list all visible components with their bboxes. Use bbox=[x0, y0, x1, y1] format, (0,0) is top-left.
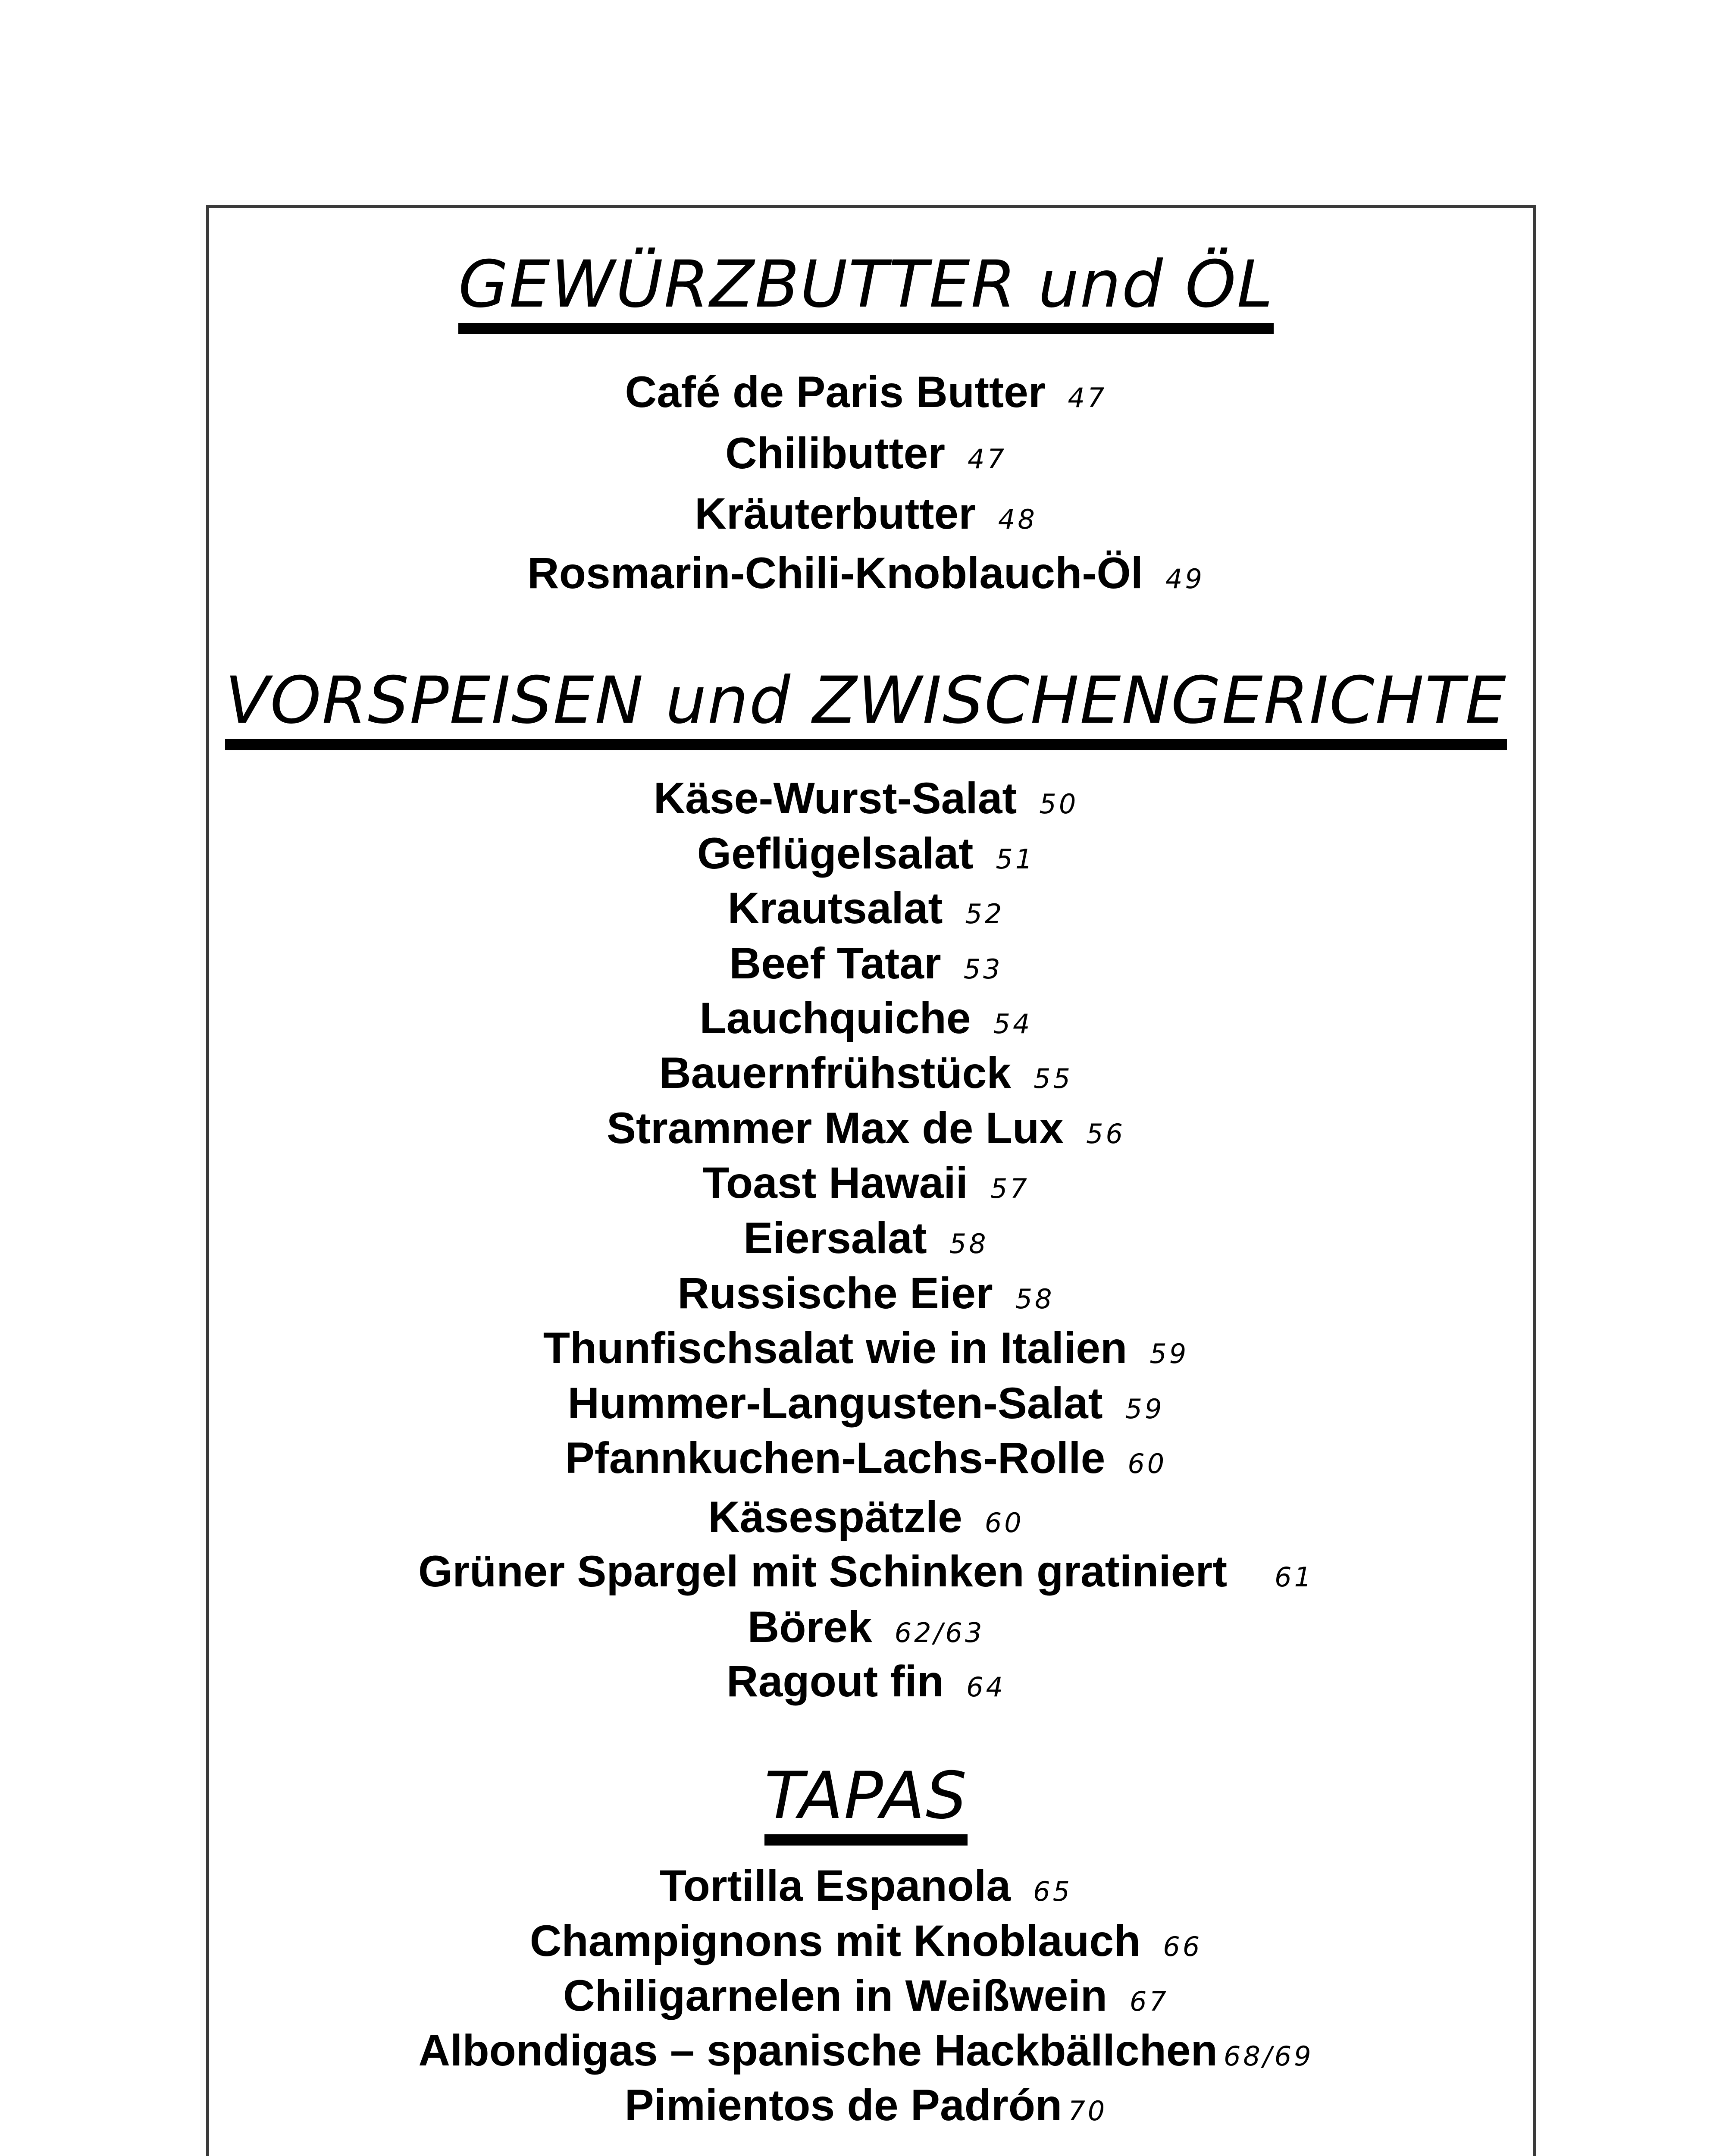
menu-item-page: 59 bbox=[1125, 1393, 1165, 1425]
menu-item bbox=[0, 1916, 1732, 1965]
menu-item-name: Champignons mit Knoblauch bbox=[529, 1916, 1141, 1965]
menu-item-page: 61 bbox=[1275, 1561, 1314, 1593]
menu-item bbox=[0, 1048, 1732, 1097]
menu-item bbox=[0, 1158, 1732, 1207]
menu-item-page: 60 bbox=[984, 1507, 1024, 1539]
menu-item-page: 52 bbox=[965, 898, 1005, 930]
menu-item bbox=[0, 1602, 1732, 1651]
menu-item-page: 55 bbox=[1034, 1063, 1073, 1094]
section-title-text: VORSPEISEN und ZWISCHENGERICHTE bbox=[225, 668, 1507, 750]
menu-item bbox=[0, 1971, 1732, 2020]
menu-item bbox=[0, 993, 1732, 1043]
menu-item-page: 54 bbox=[993, 1008, 1033, 1040]
menu-item-name: Geflügelsalat bbox=[697, 829, 974, 878]
menu-item-name: Pfannkuchen-Lachs-Rolle bbox=[565, 1433, 1106, 1482]
menu-item-page: 47 bbox=[968, 443, 1007, 475]
menu-item bbox=[0, 489, 1732, 538]
menu-item-page: 51 bbox=[996, 843, 1035, 875]
section-title-vorspeisen bbox=[0, 663, 1732, 750]
section-title-gewuerzbutter bbox=[0, 247, 1732, 334]
menu-item bbox=[0, 2081, 1732, 2130]
menu-item-page: 66 bbox=[1163, 1931, 1203, 1962]
menu-item-name: Grüner Spargel mit Schinken gratiniert bbox=[418, 1547, 1228, 1596]
section-title-tapas bbox=[0, 1758, 1732, 1846]
menu-item-name: Lauchquiche bbox=[699, 993, 971, 1043]
menu-item bbox=[0, 1657, 1732, 1706]
menu-item-name: Tortilla Espanola bbox=[659, 1861, 1011, 1910]
menu-item-page: 64 bbox=[966, 1671, 1006, 1703]
menu-item bbox=[0, 829, 1732, 878]
menu-item-name: Käsespätzle bbox=[708, 1492, 962, 1542]
menu-item-page: 67 bbox=[1130, 1986, 1169, 2017]
menu-item-page: 59 bbox=[1149, 1338, 1189, 1369]
menu-item bbox=[0, 774, 1732, 823]
menu-item-name: Hummer-Langusten-Salat bbox=[567, 1379, 1103, 1428]
menu-item bbox=[0, 1269, 1732, 1318]
menu-item bbox=[0, 1379, 1732, 1428]
menu-item bbox=[0, 367, 1732, 417]
menu-item-page: 53 bbox=[963, 953, 1003, 985]
menu-item-page: 65 bbox=[1033, 1876, 1073, 1907]
menu-item-page: 70 bbox=[1068, 2095, 1108, 2127]
section-title-text: GEWÜRZBUTTER und ÖL bbox=[458, 252, 1274, 334]
menu-item-name: Ragout fin bbox=[726, 1657, 944, 1706]
menu-item-name: Café de Paris Butter bbox=[625, 367, 1046, 417]
menu-item bbox=[0, 884, 1732, 933]
menu-item-page: 48 bbox=[998, 504, 1037, 535]
menu-item-page: 60 bbox=[1128, 1448, 1167, 1479]
menu-item-page: 49 bbox=[1165, 563, 1205, 595]
menu-item-page: 47 bbox=[1068, 382, 1107, 414]
menu-item bbox=[0, 1323, 1732, 1373]
menu-item-name: Strammer Max de Lux bbox=[607, 1103, 1064, 1153]
menu-item-name: Käse-Wurst-Salat bbox=[653, 774, 1017, 823]
menu-item-name: Beef Tatar bbox=[729, 939, 941, 988]
menu-item bbox=[0, 1861, 1732, 1910]
menu-item bbox=[0, 1492, 1732, 1542]
menu-item-name: Russische Eier bbox=[677, 1269, 993, 1318]
menu-item bbox=[0, 2026, 1732, 2075]
menu-item-name: Kräuterbutter bbox=[695, 489, 976, 538]
menu-item-page: 56 bbox=[1086, 1118, 1125, 1150]
menu-item-name: Bauernfrühstück bbox=[659, 1048, 1012, 1097]
menu-item-page: 62/63 bbox=[894, 1617, 985, 1648]
menu-item-name: Albondigas – spanische Hackbällchen bbox=[418, 2026, 1218, 2075]
menu-item-name: Rosmarin-Chili-Knoblauch-Öl bbox=[527, 548, 1143, 598]
menu-item-name: Eiersalat bbox=[743, 1213, 927, 1263]
menu-item-name: Chilibutter bbox=[725, 429, 946, 478]
menu-item-name: Krautsalat bbox=[727, 884, 943, 933]
menu-item bbox=[0, 1433, 1732, 1482]
menu-item-name: Börek bbox=[747, 1602, 872, 1651]
menu-item-page: 68/69 bbox=[1223, 2040, 1314, 2072]
menu-item-page: 57 bbox=[990, 1173, 1030, 1204]
menu-item bbox=[0, 1547, 1732, 1596]
menu-item-name: Chiligarnelen in Weißwein bbox=[563, 1971, 1108, 2020]
menu-item bbox=[0, 548, 1732, 598]
menu-item-page: 58 bbox=[949, 1228, 989, 1260]
menu-item-page: 50 bbox=[1039, 788, 1079, 820]
menu-item bbox=[0, 1213, 1732, 1263]
menu-item bbox=[0, 939, 1732, 988]
menu-item-name: Toast Hawaii bbox=[702, 1158, 968, 1207]
menu-item bbox=[0, 429, 1732, 478]
menu-item-name: Thunfischsalat wie in Italien bbox=[543, 1323, 1128, 1373]
menu-item bbox=[0, 1103, 1732, 1153]
menu-item-name: Pimientos de Padrón bbox=[624, 2081, 1062, 2130]
section-title-text: TAPAS bbox=[764, 1764, 968, 1846]
menu-item-page: 58 bbox=[1015, 1283, 1055, 1315]
